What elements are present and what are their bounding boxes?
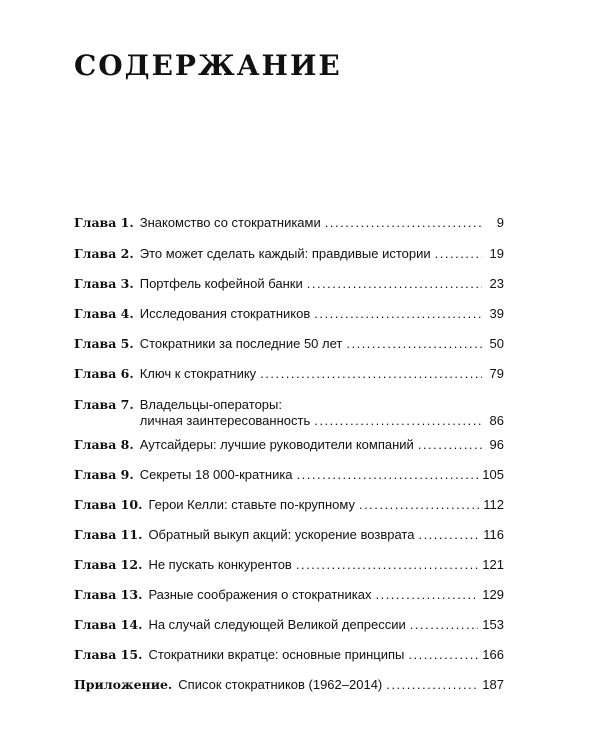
toc-entry-label: Глава 7. — [74, 397, 134, 412]
toc-entry-title: Это может сделать каждый: правдивые истории — [139, 246, 431, 261]
toc-entry-appendix[interactable] — [74, 677, 504, 693]
toc-leader-dots — [375, 587, 478, 603]
toc-entry-page: 9 — [496, 215, 504, 230]
toc-entry-label: Глава 4. — [74, 306, 134, 321]
toc-entry-chapter-2[interactable] — [74, 246, 504, 262]
toc-entry-title: Портфель кофейной банки — [139, 276, 303, 291]
toc-entry-title: Секреты 18 000-кратника — [139, 467, 293, 482]
toc-entry-title: Ключ к стократнику — [139, 366, 257, 381]
toc-leader-dots — [408, 647, 478, 663]
toc-entry-label: Глава 11. — [74, 527, 143, 542]
toc-entry-title: Владельцы-операторы: — [139, 397, 282, 412]
toc-entry-chapter-8[interactable] — [74, 437, 504, 453]
toc-entry-page: 39 — [489, 306, 504, 321]
toc-entry-label: Глава 2. — [74, 246, 134, 261]
toc-leader-dots — [314, 306, 482, 322]
toc-entry-page: 166 — [482, 647, 504, 662]
toc-entry-chapter-10[interactable] — [74, 497, 504, 513]
toc-entry-page: 129 — [482, 587, 504, 602]
toc-entry-page: 187 — [482, 677, 504, 692]
toc-entry-title: Обратный выкуп акций: ускорение возврата — [148, 527, 415, 542]
toc-leader-dots — [314, 413, 482, 429]
toc-entry-chapter-9[interactable] — [74, 467, 504, 483]
toc-leader-dots — [307, 276, 482, 292]
toc-entry-page: 116 — [483, 527, 504, 542]
toc-entry-label: Глава 8. — [74, 437, 134, 452]
toc-entry-label: Глава 9. — [74, 467, 134, 482]
toc-entry-chapter-15[interactable] — [74, 647, 504, 663]
toc-entry-page: 96 — [489, 437, 504, 452]
toc-entry-chapter-5[interactable] — [74, 336, 504, 352]
toc-entry-label: Глава 5. — [74, 336, 134, 351]
toc-entry-label: Глава 3. — [74, 276, 134, 291]
toc-entry-page: 105 — [482, 467, 504, 482]
toc-leader-dots — [418, 527, 479, 543]
toc-entry-page: 86 — [489, 413, 504, 428]
toc-leader-dots — [325, 215, 482, 231]
toc-entry-page: 19 — [489, 246, 504, 261]
toc-entry-title: Аутсайдеры: лучшие руководители компаний — [139, 437, 414, 452]
toc-entry-label: Приложение. — [74, 677, 173, 692]
toc-entry-chapter-7[interactable] — [74, 397, 504, 429]
toc-entry-chapter-13[interactable] — [74, 587, 504, 603]
toc-entry-label: Глава 15. — [74, 647, 143, 662]
toc-leader-dots — [410, 617, 479, 633]
toc-entry-title: Стократники за последние 50 лет — [139, 336, 343, 351]
toc-entry-title: Разные соображения о стократниках — [148, 587, 372, 602]
toc-entry-title: Список стократников (1962–2014) — [178, 677, 383, 692]
toc-entry-chapter-14[interactable] — [74, 617, 504, 633]
toc-entry-title: Стократники вкратце: основные принципы — [148, 647, 405, 662]
toc-leader-dots — [418, 437, 482, 453]
toc-entry-title: Исследования стократников — [139, 306, 311, 321]
toc-entry-title: Знакомство со стократниками — [139, 215, 321, 230]
toc-leader-dots — [386, 677, 478, 693]
toc-entry-title: На случай следующей Великой депрессии — [148, 617, 406, 632]
toc-entry-label: Глава 14. — [74, 617, 143, 632]
toc-leader-dots — [296, 557, 478, 573]
toc-entry-chapter-3[interactable] — [74, 276, 504, 292]
toc-entry-chapter-11[interactable] — [74, 527, 504, 543]
toc-entry-title-continuation: личная заинтересованность — [139, 413, 311, 428]
toc-entry-chapter-4[interactable] — [74, 306, 504, 322]
toc-entry-label: Глава 6. — [74, 366, 134, 381]
toc-leader-dots — [359, 497, 479, 513]
toc-leader-dots — [346, 336, 482, 352]
toc-entry-label: Глава 12. — [74, 557, 143, 572]
toc-entry-label: Глава 13. — [74, 587, 143, 602]
toc-leader-dots — [260, 366, 482, 382]
toc-entry-page: 112 — [483, 497, 504, 512]
toc-leader-dots — [435, 246, 482, 262]
toc-entry-title: Герои Келли: ставьте по-крупному — [148, 497, 355, 512]
page-title: СОДЕРЖАНИЕ — [74, 49, 342, 82]
toc-entry-page: 50 — [489, 336, 504, 351]
toc-entry-page: 23 — [489, 276, 504, 291]
table-of-contents — [74, 0, 504, 750]
toc-entry-page: 153 — [482, 617, 504, 632]
toc-entry-page: 79 — [489, 366, 504, 381]
toc-entry-chapter-1[interactable] — [74, 215, 504, 231]
toc-entry-label: Глава 1. — [74, 215, 134, 230]
toc-entry-chapter-12[interactable] — [74, 557, 504, 573]
toc-leader-dots — [297, 467, 479, 483]
toc-entry-title: Не пускать конкурентов — [148, 557, 292, 572]
toc-entry-page: 121 — [482, 557, 504, 572]
toc-entry-label: Глава 10. — [74, 497, 143, 512]
toc-entry-chapter-6[interactable] — [74, 366, 504, 382]
